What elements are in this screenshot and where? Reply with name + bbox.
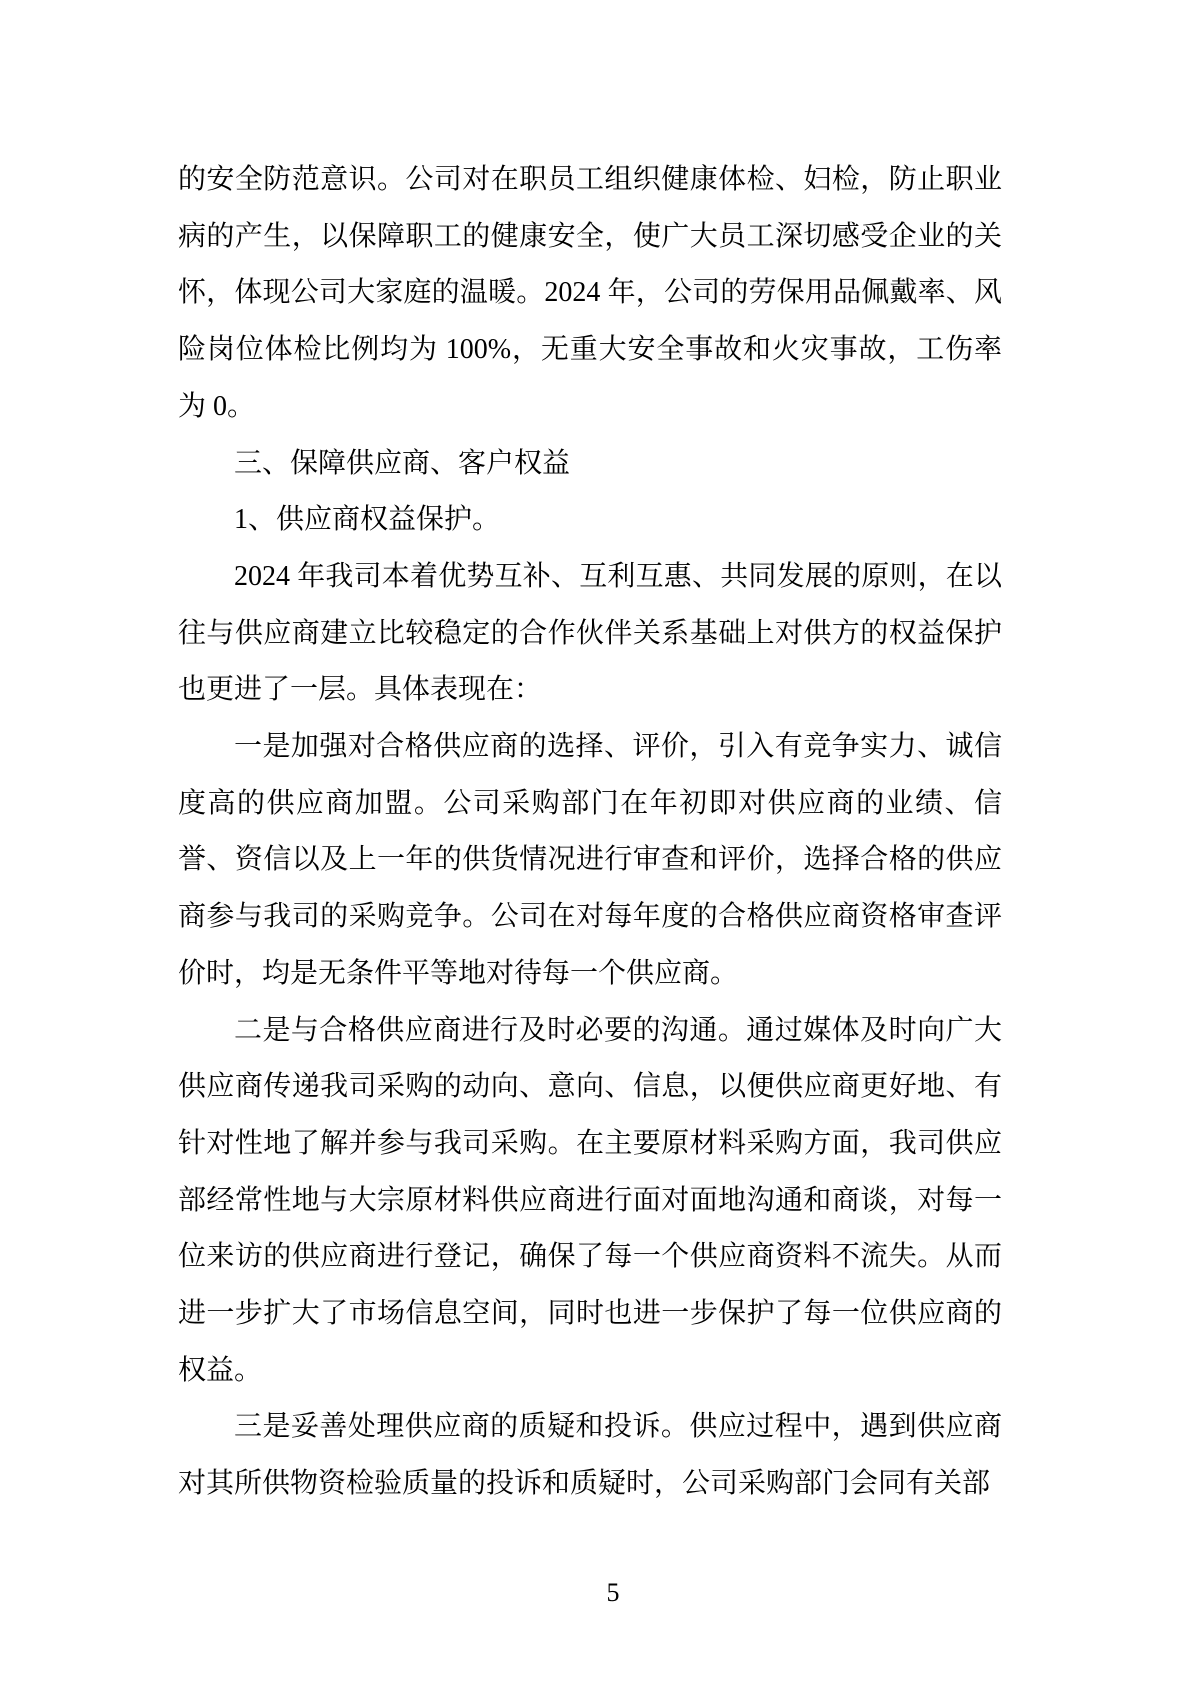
paragraph: 二是与合格供应商进行及时必要的沟通。通过媒体及时向广大供应商传递我司采购的动向、意向、信息，以便供应商更好地、有针对性地了解并参与我司采购。在主要原材料采购方面，我司供应部经常性地与大宗原材料供应商进行面对面地沟通和商谈，对每一位来访的供应商进行登记，确保了每一个供应商资料不流失。从而进一步扩大了市场信息空间，同时也进一步保护了每一位供应商的权益。 <box>178 1014 1002 1386</box>
paragraph: 三是妥善处理供应商的质疑和投诉。供应过程中，遇到供应商对其所供物资检验质量的投诉和质疑时，公司采购部门会同有关部 <box>178 1411 1002 1500</box>
paragraph: 的安全防范意识。公司对在职员工组织健康体检、妇检，防止职业病的产生，以保障职工的健康安全，使广大员工深切感受企业的关怀，体现公司大家庭的温暖。2024 年，公司的劳保用品佩戴率、风险岗位体检比例均为 100%，无重大安全事故和火灾事故，工伤率为 0。 <box>178 164 1002 422</box>
page-footer <box>0 1578 1190 1608</box>
paragraph: 三、保障供应商、客户权益 <box>234 447 571 479</box>
paragraph: 1、供应商权益保护。 <box>234 504 501 536</box>
paragraph: 一是加强对合格供应商的选择、评价，引入有竞争实力、诚信度高的供应商加盟。公司采购部门在年初即对供应商的业绩、信誉、资信以及上一年的供货情况进行审查和评价，选择合格的供应商参与我司的采购竞争。公司在对每年度的合格供应商资格审查评价时，均是无条件平等地对待每一个供应商。 <box>178 731 1002 989</box>
paragraph: 2024 年我司本着优势互补、互利互惠、共同发展的原则，在以往与供应商建立比较稳定的合作伙伴关系基础上对供方的权益保护也更进了一层。具体表现在： <box>178 560 1002 706</box>
page-number: 5 <box>606 1578 620 1607</box>
text-block <box>178 152 1002 1513</box>
